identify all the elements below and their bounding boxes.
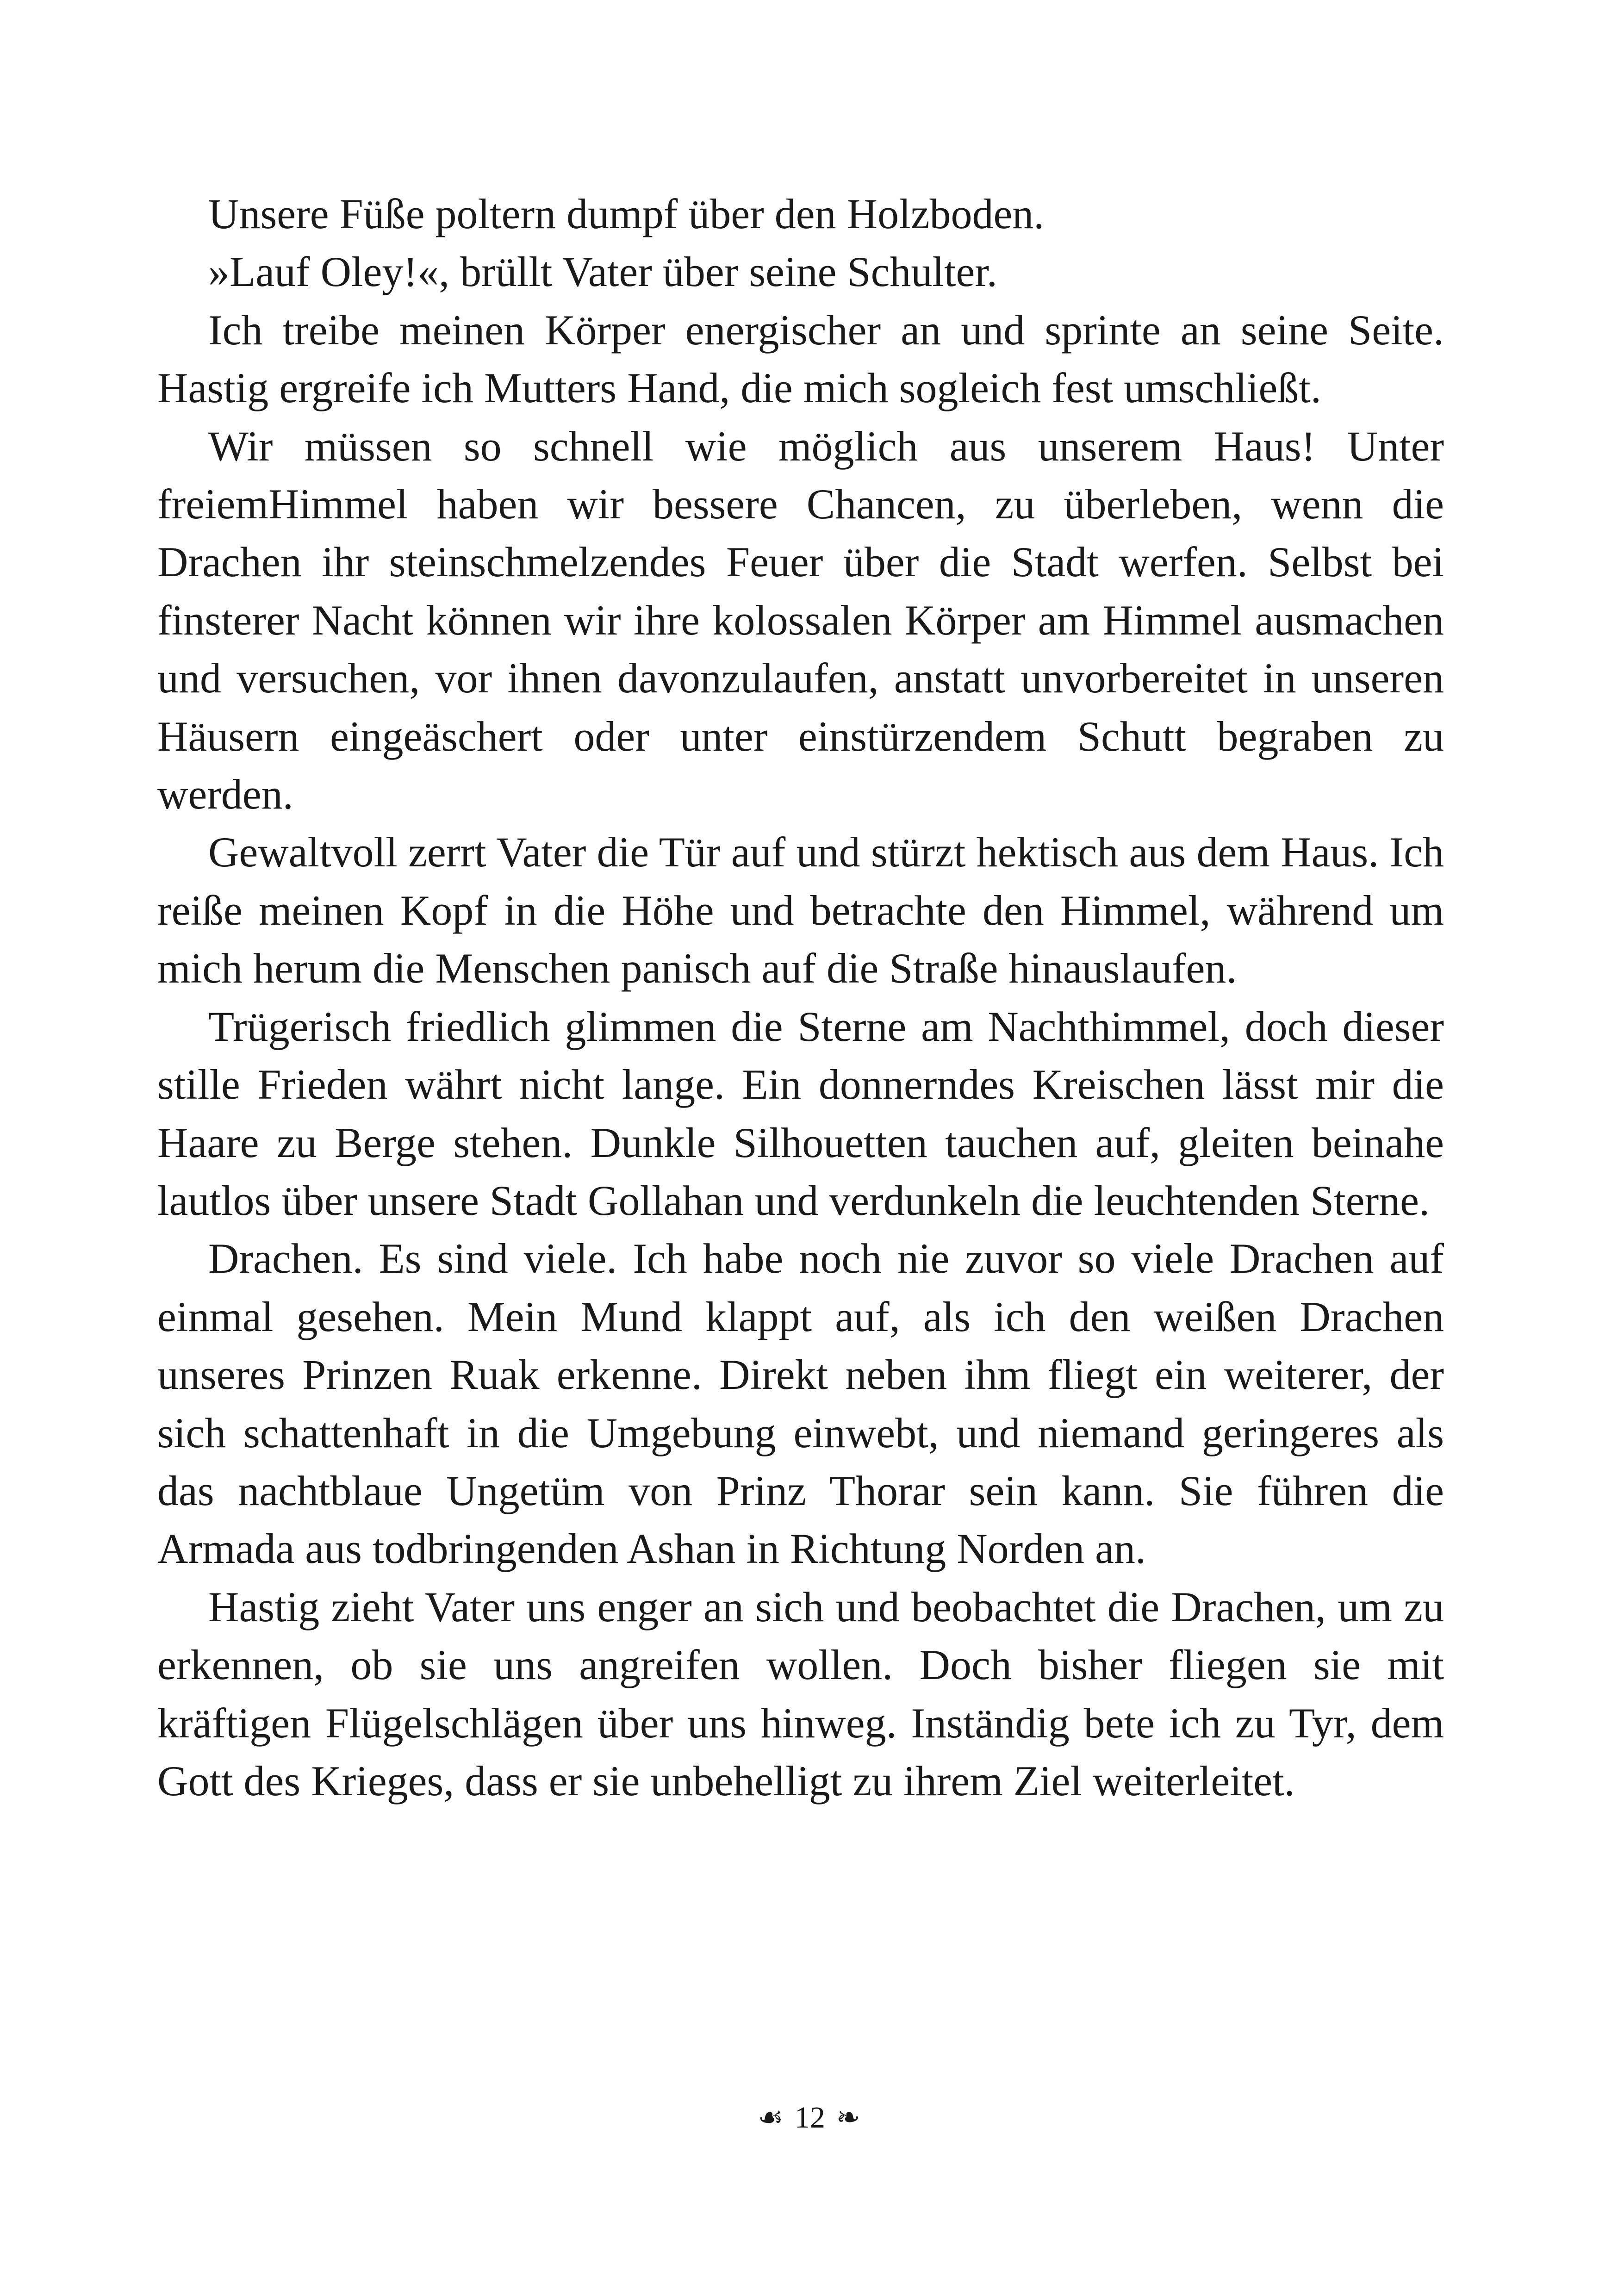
paragraph: Ich treibe meinen Körper energischer an und sprinte an seine Seite. Hastig ergreife ich Mutters Hand, die mich sogleich fest umschließt. bbox=[157, 306, 1444, 412]
floral-ornament-right-icon: ❧ bbox=[836, 2102, 860, 2134]
paragraph: Unsere Füße poltern dumpf über den Holzboden. bbox=[208, 190, 1045, 237]
paragraph: Hastig zieht Vater uns enger an sich und beobachtet die Drachen, um zu erkennen, ob sie uns angreifen wollen. Doch bisher fliegen sie mit kräftigen Flügelschlägen über uns hinweg. Inständig bete ich zu Tyr, dem Gott des Krieges, dass er sie unbehelligt zu ihrem Ziel weiterleitet. bbox=[157, 1583, 1444, 1804]
paragraph: Trügerisch friedlich glimmen die Sterne am Nachthimmel, doch dieser stille Frieden währt nicht lange. Ein donnerndes Kreischen lässt mir die Haare zu Berge stehen. Dunkle Silhouetten tauchen auf, gleiten beinahe lautlos über unsere Stadt Gollahan und verdunkeln die leuchtenden Sterne. bbox=[157, 1002, 1444, 1224]
page-folio bbox=[0, 2097, 1618, 2136]
paragraph: Wir müssen so schnell wie möglich aus unserem Haus! Unter freiemHimmel haben wir bessere Chancen, zu überleben, wenn die Drachen ihr steinschmelzendes Feuer über die Stadt werfen. Selbst bei finsterer Nacht können wir ihre kolossalen Körper am Himmel ausmachen und versuchen, vor ihnen davonzulaufen, anstatt unvorbereitet in unseren Häusern eingeäschert oder unter einstürzendem Schutt begraben zu werden. bbox=[157, 422, 1444, 818]
paragraph: »Lauf Oley!«, brüllt Vater über seine Schulter. bbox=[208, 248, 997, 296]
paragraph: Gewaltvoll zerrt Vater die Tür auf und stürzt hektisch aus dem Haus. Ich reiße meinen Kopf in die Höhe und betrachte den Himmel, während um mich herum die Menschen panisch auf die Straße hinauslaufen. bbox=[157, 828, 1444, 992]
floral-ornament-left-icon: ☙ bbox=[758, 2102, 784, 2134]
page-number: 12 bbox=[794, 2100, 825, 2134]
paragraph: Drachen. Es sind viele. Ich habe noch nie zuvor so viele Drachen auf einmal gesehen. Mein Mund klappt auf, als ich den weißen Drachen unseres Prinzen Ruak erkenne. Direkt neben ihm fliegt ein weiterer, der sich schattenhaft in die Umgebung einwebt, und niemand geringeres als das nachtblaue Ungetüm von Prinz Thorar sein kann. Sie führen die Armada aus todbringenden Ashan in Richtung Norden an. bbox=[157, 1235, 1444, 1573]
body-text bbox=[157, 185, 1444, 1810]
